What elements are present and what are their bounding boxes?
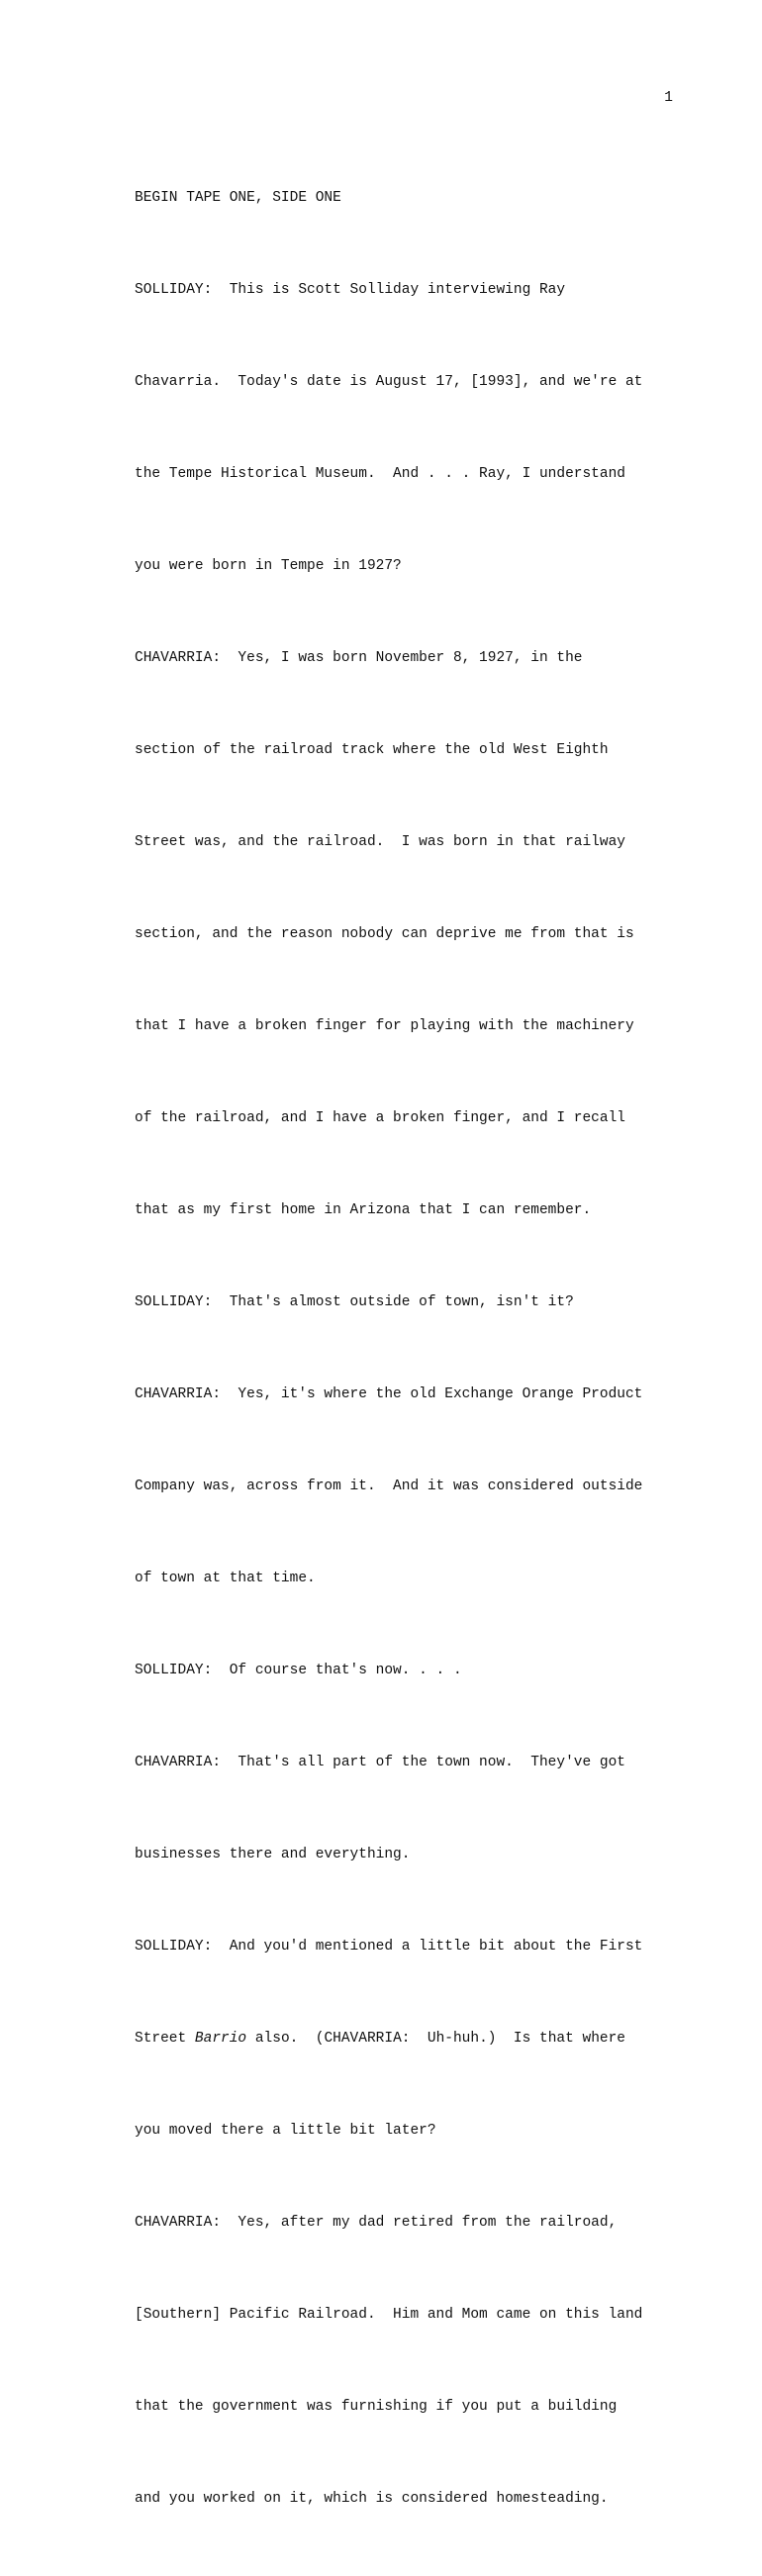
- transcript-line: and you worked on it, which is considered homesteading.: [135, 2491, 609, 2507]
- transcript-line: of the railroad, and I have a broken finger, and I recall: [135, 1110, 625, 1126]
- transcript-line: SOLLIDAY: Of course that's now. . . .: [135, 1663, 462, 1678]
- transcript-line: that I have a broken finger for playing with the machinery: [135, 1018, 634, 1034]
- transcript-line: Chavarria. Today's date is August 17, [1993], and we're at: [135, 374, 643, 390]
- transcript-line: [Southern] Pacific Railroad. Him and Mom came on this land: [135, 2307, 643, 2323]
- italic-term: Barrio: [194, 2031, 247, 2047]
- transcript-line: CHAVARRIA: Yes, it's where the old Exchange Orange Product: [135, 1386, 643, 1402]
- transcript-line: BEGIN TAPE ONE, SIDE ONE: [135, 190, 341, 206]
- transcript-line: SOLLIDAY: This is Scott Solliday interviewing Ray: [135, 282, 566, 298]
- line-text-before: Street: [135, 2031, 195, 2047]
- transcript-line: you moved there a little bit later?: [135, 2123, 436, 2139]
- page-number: 1: [664, 90, 673, 106]
- transcript-body: [135, 122, 689, 2576]
- transcript-line: section of the railroad track where the old West Eighth: [135, 742, 609, 758]
- transcript-line: of town at that time.: [135, 1571, 316, 1586]
- transcript-line: businesses there and everything.: [135, 1847, 411, 1862]
- transcript-line: CHAVARRIA: Yes, I was born November 8, 1927, in the: [135, 650, 583, 666]
- transcript-line: Company was, across from it. And it was considered outside: [135, 1479, 643, 1494]
- line-text-after: also. (CHAVARRIA: Uh-huh.) Is that where: [246, 2031, 626, 2047]
- transcript-line: Street was, and the railroad. I was born in that railway: [135, 834, 625, 850]
- transcript-line: CHAVARRIA: That's all part of the town now. They've got: [135, 1755, 625, 1770]
- transcript-line: SOLLIDAY: And you'd mentioned a little bit about the First: [135, 1939, 643, 1955]
- transcript-line: section, and the reason nobody can deprive me from that is: [135, 926, 634, 942]
- transcript-line: that the government was furnishing if you put a building: [135, 2399, 618, 2415]
- transcript-line-with-italic: [135, 2024, 689, 2054]
- transcript-line: CHAVARRIA: Yes, after my dad retired from the railroad,: [135, 2215, 618, 2231]
- transcript-line: you were born in Tempe in 1927?: [135, 558, 402, 574]
- transcript-line: the Tempe Historical Museum. And . . . Ray, I understand: [135, 466, 625, 482]
- transcript-line: that as my first home in Arizona that I can remember.: [135, 1202, 592, 1218]
- transcript-line: SOLLIDAY: That's almost outside of town, isn't it?: [135, 1294, 574, 1310]
